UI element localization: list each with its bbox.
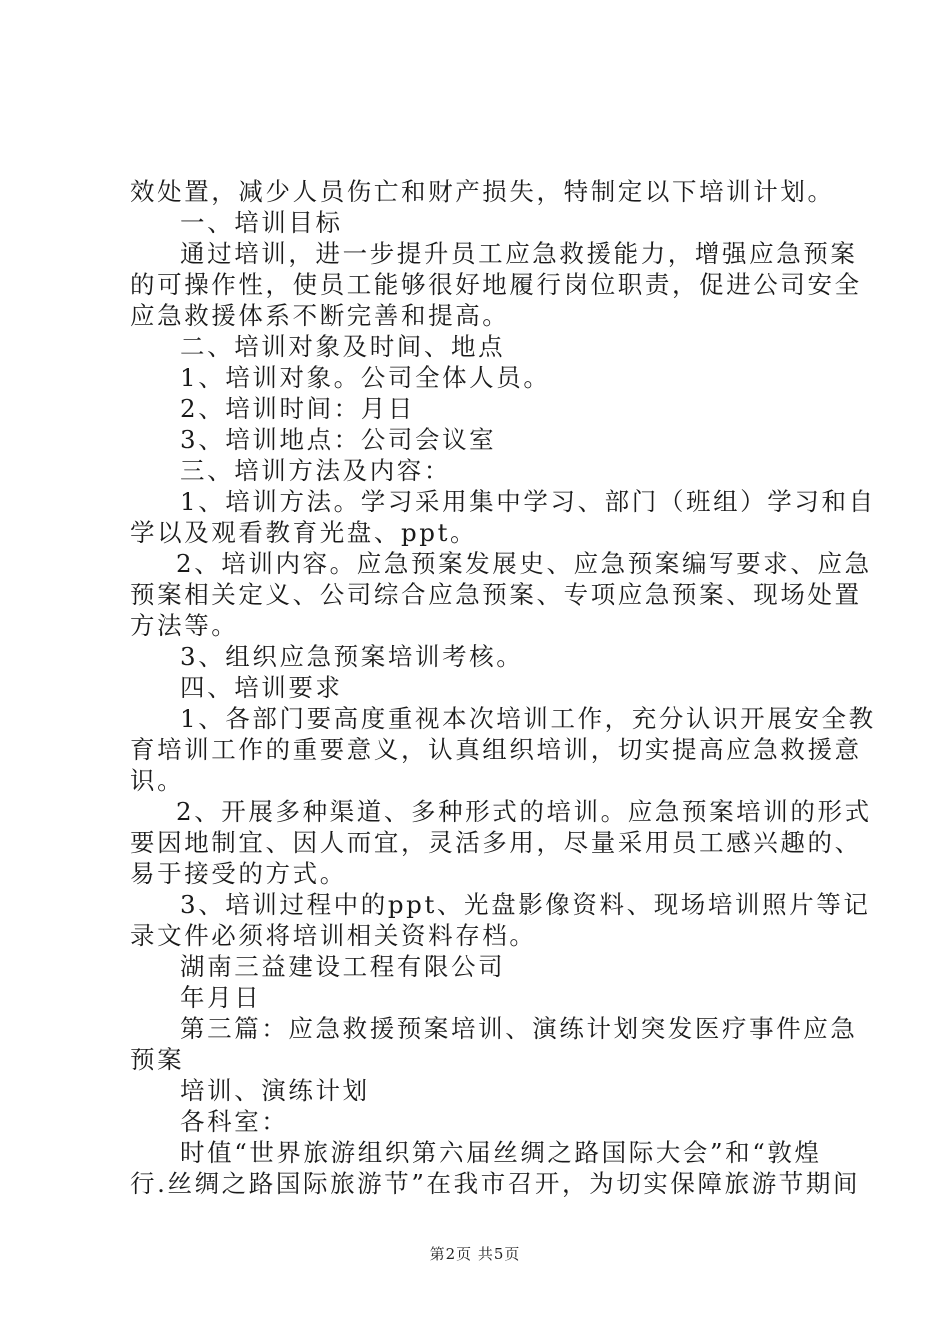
- text-line: 3、培训地点：公司会议室: [180, 425, 497, 454]
- text-line: 3、培训过程中的ppt、光盘影像资料、现场培训照片等记: [180, 890, 871, 919]
- text-line: 培训、演练计划: [180, 1076, 370, 1105]
- text-line: 2、开展多种渠道、多种形式的培训。应急预案培训的形式: [176, 797, 872, 826]
- text-line: 二、培训对象及时间、地点: [180, 332, 506, 361]
- text-line: 1、培训方法。学习采用集中学习、部门（班组）学习和自: [180, 487, 876, 516]
- text-line: 识。: [130, 766, 185, 795]
- text-line: 要因地制宜、因人而宜，灵活多用，尽量采用员工感兴趣的、: [130, 828, 862, 857]
- text-line: 湖南三益建设工程有限公司: [180, 952, 506, 981]
- text-line: 各科室：: [180, 1107, 289, 1136]
- text-line: 2、培训时间：月日: [180, 394, 415, 423]
- text-line: 3、组织应急预案培训考核。: [180, 642, 524, 671]
- text-line: 通过培训，进一步提升员工应急救援能力，增强应急预案: [180, 239, 858, 268]
- text-line: 易于接受的方式。: [130, 859, 347, 888]
- text-line: 三、培训方法及内容：: [180, 456, 451, 485]
- text-line: 2、培训内容。应急预案发展史、应急预案编写要求、应急: [176, 549, 872, 578]
- text-line: 预案相关定义、公司综合应急预案、专项应急预案、现场处置: [130, 580, 862, 609]
- text-line: 1、培训对象。公司全体人员。: [180, 363, 551, 392]
- text-line: 应急救援体系不断完善和提高。: [130, 301, 510, 330]
- text-line: 年月日: [180, 983, 262, 1012]
- text-line: 育培训工作的重要意义，认真组织培训，切实提高应急救援意: [130, 735, 862, 764]
- text-line: 录文件必须将培训相关资料存档。: [130, 921, 537, 950]
- text-line: 的可操作性，使员工能够很好地履行岗位职责，促进公司安全: [130, 270, 862, 299]
- page-footer: 第2页 共5页: [429, 1245, 521, 1263]
- text-line: 效处置，减少人员伤亡和财产损失，特制定以下培训计划。: [130, 177, 835, 206]
- document-body: [130, 176, 876, 1199]
- text-line: 四、培训要求: [180, 673, 343, 702]
- text-line: 行.丝绸之路国际旅游节”在我市召开，为切实保障旅游节期间: [130, 1169, 861, 1198]
- text-line: 时值“世界旅游组织第六届丝绸之路国际大会”和“敦煌: [180, 1138, 822, 1167]
- text-line: 预案: [130, 1045, 185, 1074]
- text-line: 一、培训目标: [180, 208, 343, 237]
- text-line: 学以及观看教育光盘、ppt。: [130, 518, 478, 547]
- text-line: 1、各部门要高度重视本次培训工作，充分认识开展安全教: [180, 704, 876, 733]
- text-line: 第三篇：应急救援预案培训、演练计划突发医疗事件应急: [180, 1014, 858, 1043]
- text-line: 方法等。: [130, 611, 239, 640]
